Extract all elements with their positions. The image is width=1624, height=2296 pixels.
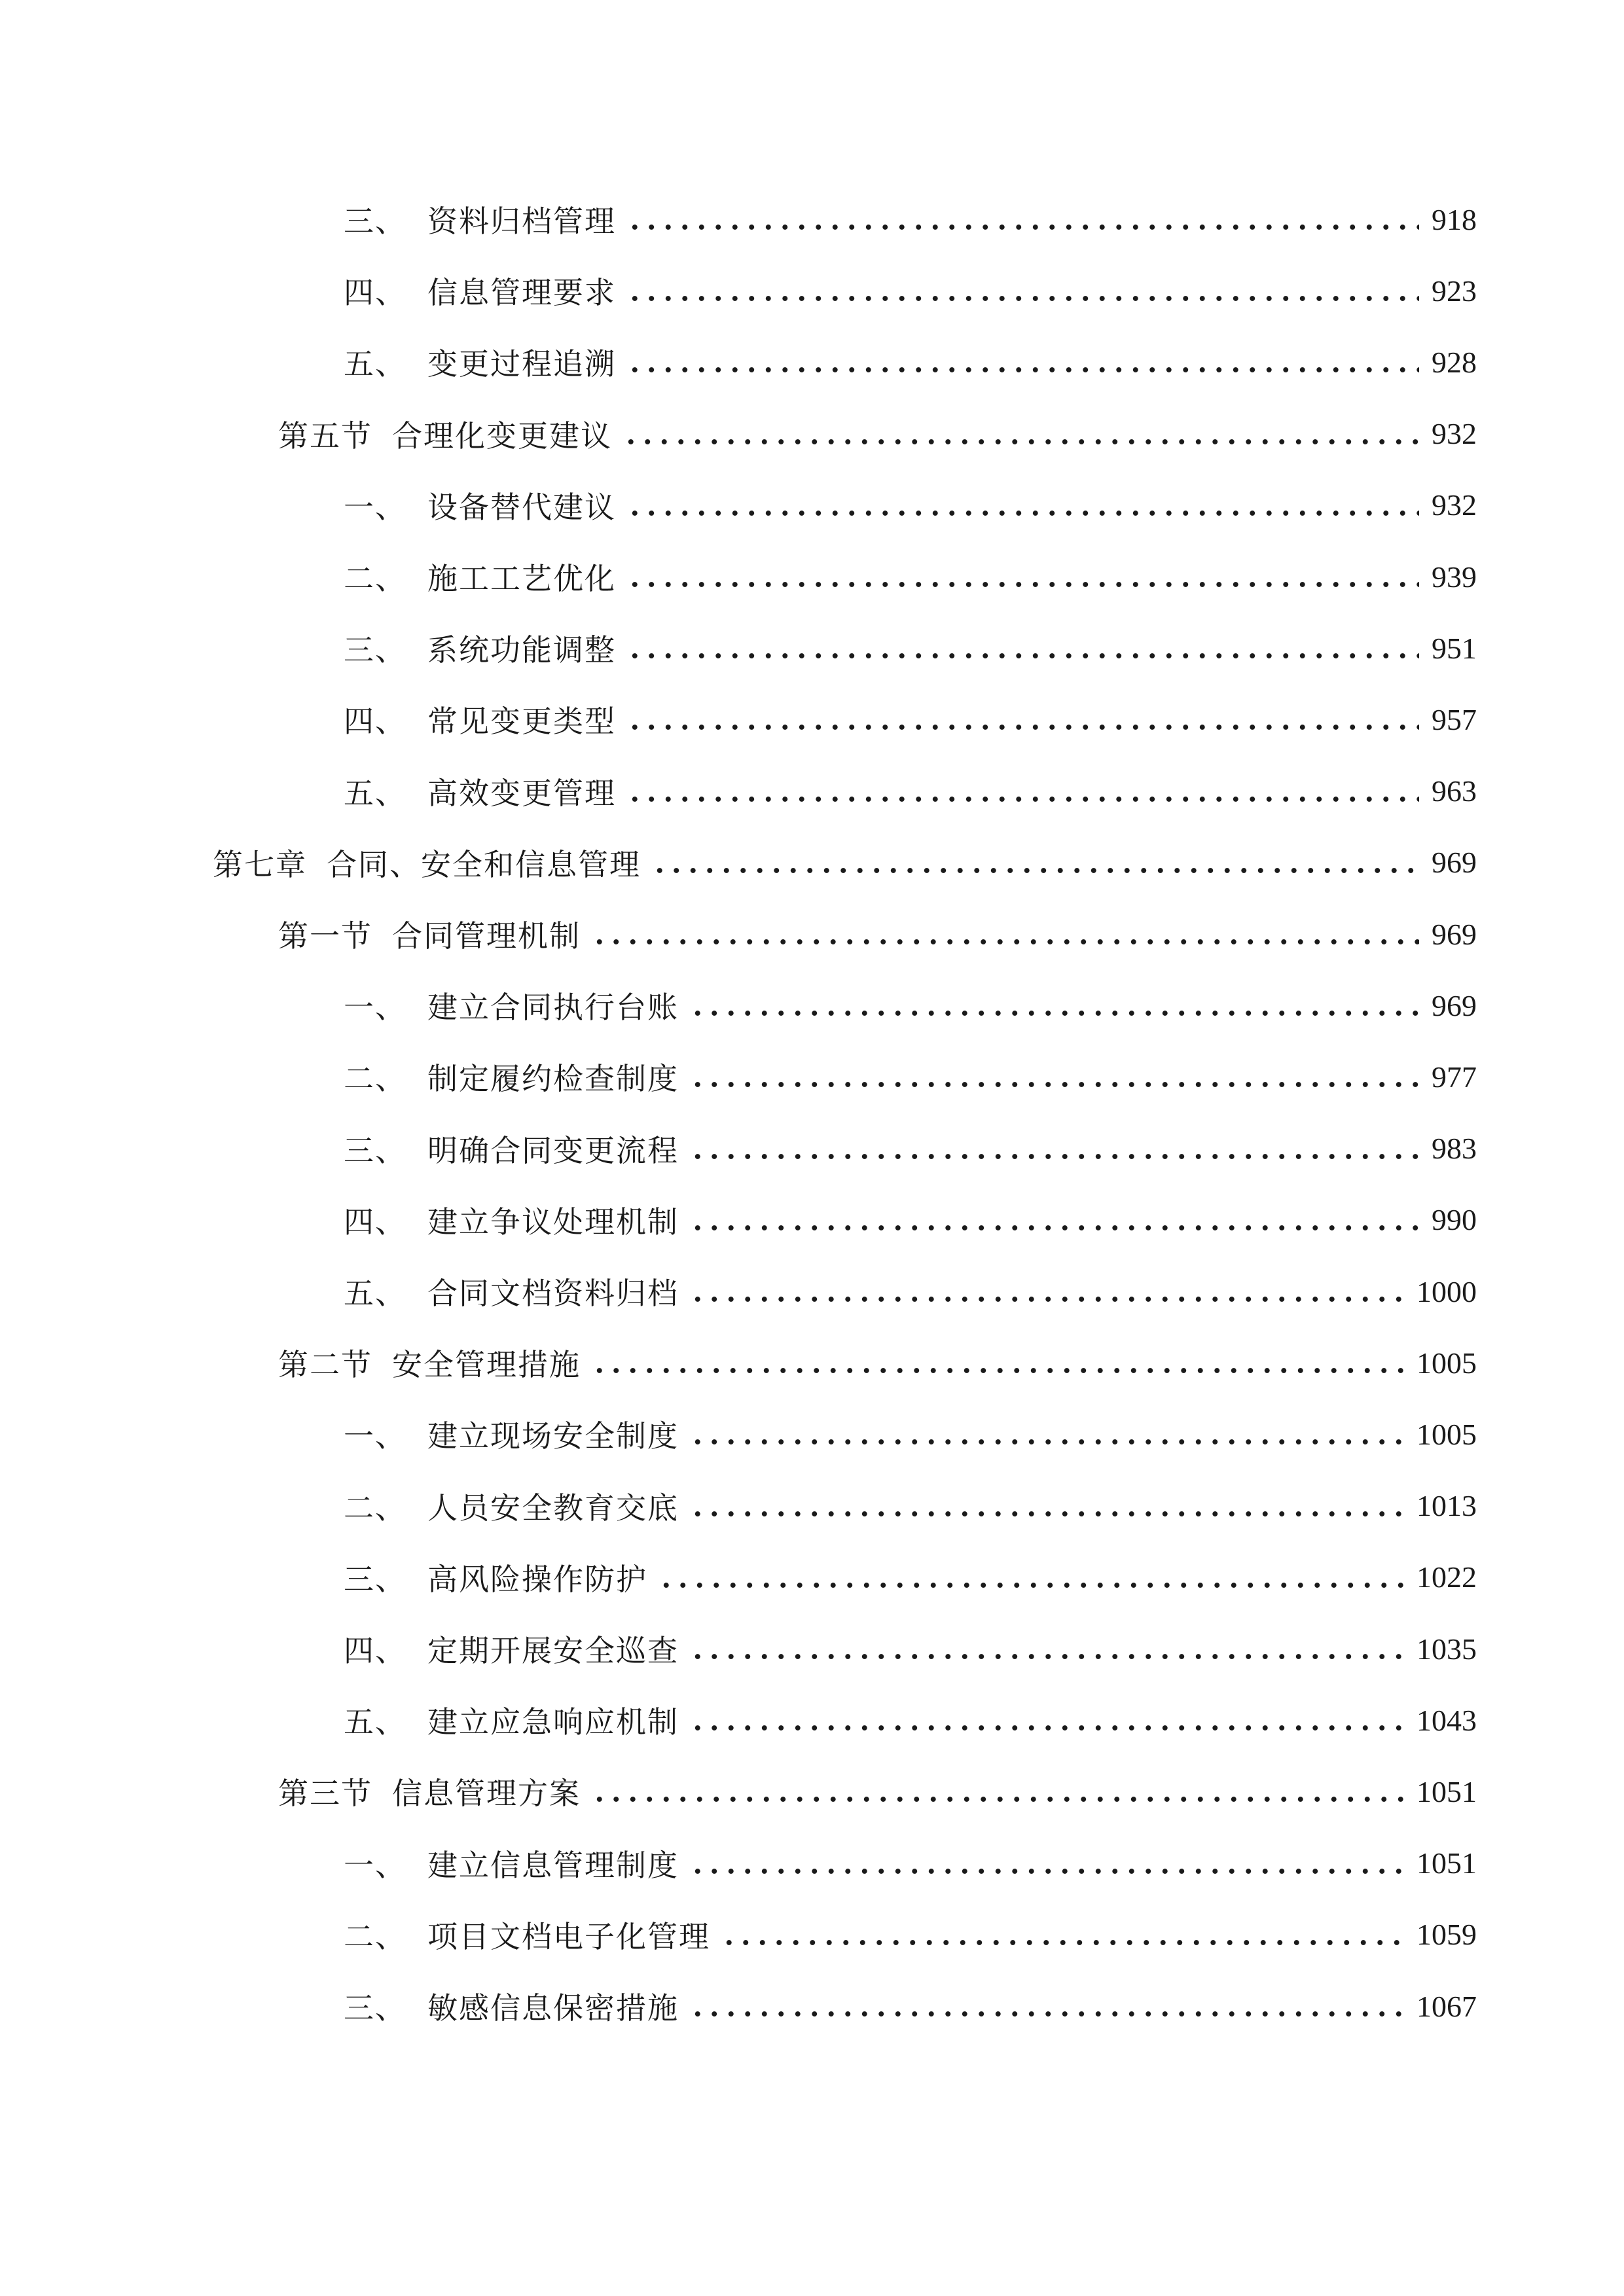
toc-entry-page-number: 969 (1432, 988, 1477, 1022)
toc-entry-page-number: 1043 (1416, 1703, 1477, 1737)
toc-entry[interactable] (0, 255, 1624, 327)
toc-entry-number: 二、 (344, 1061, 406, 1097)
toc-entry-number: 二、 (344, 561, 406, 596)
dot-leader (689, 1153, 1419, 1160)
toc-entry-label (344, 1913, 710, 1956)
toc-entry-number: 三、 (344, 1561, 406, 1597)
dot-leader (626, 367, 1419, 373)
toc-entry-number: 四、 (344, 275, 406, 311)
toc-entry-title: 变更过程追溯 (427, 346, 616, 382)
dot-leader (626, 581, 1419, 588)
toc-entry-title: 建立争议处理机制 (427, 1204, 679, 1240)
toc-entry[interactable] (0, 1970, 1624, 2042)
toc-entry-number: 二、 (344, 1490, 406, 1526)
toc-entry-number: 四、 (344, 704, 406, 740)
toc-entry[interactable] (0, 326, 1624, 398)
toc-entry[interactable] (0, 1541, 1624, 1613)
toc-entry-page-number: 1035 (1416, 1632, 1477, 1666)
dot-leader (689, 1081, 1419, 1088)
toc-entry-label (344, 1270, 679, 1313)
toc-entry-title: 合同管理机制 (392, 918, 581, 954)
toc-entry-number: 第五节 (278, 418, 372, 454)
dot-leader (651, 867, 1419, 874)
toc-entry-title: 合理化变更建议 (392, 418, 612, 454)
toc-entry-label (278, 412, 612, 456)
toc-entry[interactable] (0, 1184, 1624, 1256)
toc-entry-page-number: 939 (1432, 560, 1477, 594)
toc-entry-number: 三、 (344, 204, 406, 239)
toc-entry-number: 四、 (344, 1204, 406, 1240)
toc-entry-number: 一、 (344, 1418, 406, 1454)
toc-entry-label (344, 1412, 679, 1456)
toc-entry-page-number: 957 (1432, 702, 1477, 736)
toc-entry[interactable] (0, 1327, 1624, 1399)
toc-entry-number: 一、 (344, 489, 406, 525)
dot-leader (689, 1296, 1405, 1302)
dot-leader (626, 510, 1419, 516)
dot-leader (689, 1225, 1419, 1231)
toc-entry-page-number: 932 (1432, 417, 1477, 451)
toc-entry-page-number: 1005 (1416, 1346, 1477, 1380)
toc-entry[interactable] (0, 1398, 1624, 1470)
toc-entry-number: 五、 (344, 775, 406, 811)
toc-entry-page-number: 1051 (1416, 1774, 1477, 1808)
toc-entry-page-number: 990 (1432, 1203, 1477, 1237)
toc-entry[interactable] (0, 1613, 1624, 1685)
toc-entry-number: 第二节 (278, 1347, 372, 1383)
toc-entry-page-number: 928 (1432, 345, 1477, 379)
dot-leader (626, 295, 1419, 302)
toc-entry-page-number: 977 (1432, 1060, 1477, 1094)
toc-entry[interactable] (0, 1255, 1624, 1327)
toc-entry-number: 一、 (344, 990, 406, 1026)
toc-entry[interactable] (0, 469, 1624, 541)
toc-entry-page-number: 1059 (1416, 1918, 1477, 1952)
toc-entry-number: 四、 (344, 1633, 406, 1668)
toc-entry-number: 五、 (344, 1704, 406, 1740)
dot-leader (689, 1725, 1405, 1731)
toc-entry-title: 信息管理要求 (427, 275, 616, 311)
toc-entry-page-number: 1067 (1416, 1989, 1477, 2023)
dot-leader (689, 1439, 1405, 1445)
dot-leader (626, 724, 1419, 730)
toc-entry-number: 一、 (344, 1847, 406, 1883)
toc-entry-title: 明确合同变更流程 (427, 1132, 679, 1168)
dot-leader (626, 224, 1419, 230)
toc-entry[interactable] (0, 683, 1624, 755)
toc-entry-title: 项目文档电子化管理 (427, 1918, 710, 1954)
toc-entry[interactable] (0, 969, 1624, 1041)
toc-entry-label (344, 269, 616, 312)
toc-entry-title: 建立信息管理制度 (427, 1847, 679, 1883)
toc-entry-label (278, 1770, 581, 1813)
toc-entry-title: 建立现场安全制度 (427, 1418, 679, 1454)
toc-entry[interactable] (0, 1827, 1624, 1899)
toc-entry-title: 建立应急响应机制 (427, 1704, 679, 1740)
toc-entry-title: 安全管理措施 (392, 1347, 581, 1383)
toc-entry-label (344, 626, 616, 670)
dot-leader (591, 1367, 1405, 1374)
toc-entry-number: 三、 (344, 1990, 406, 2026)
toc-entry[interactable] (0, 1113, 1624, 1185)
dot-leader (591, 1796, 1405, 1803)
dot-leader (689, 1653, 1405, 1660)
toc-entry-title: 合同、安全和信息管理 (327, 846, 641, 882)
toc-entry-page-number: 923 (1432, 274, 1477, 308)
toc-entry-title: 人员安全教育交底 (427, 1490, 679, 1526)
toc-entry[interactable] (0, 1684, 1624, 1756)
toc-entry-number: 二、 (344, 1918, 406, 1954)
dot-leader (689, 1868, 1405, 1874)
toc-entry-page-number: 983 (1432, 1132, 1477, 1166)
toc-entry-label (344, 1484, 679, 1528)
toc-entry-title: 系统功能调整 (427, 632, 616, 668)
toc-entry-page-number: 1022 (1416, 1560, 1477, 1594)
toc-entry-title: 高风险操作防护 (427, 1561, 647, 1597)
toc-entry-label (344, 698, 616, 741)
toc-entry[interactable] (0, 398, 1624, 470)
toc-entry[interactable] (0, 1899, 1624, 1971)
toc-entry-label (344, 1556, 647, 1599)
toc-entry-page-number: 969 (1432, 917, 1477, 951)
toc-entry-page-number: 1000 (1416, 1274, 1477, 1308)
toc-entry-page-number: 969 (1432, 846, 1477, 880)
toc-entry[interactable] (0, 1470, 1624, 1542)
toc-entry-page-number: 963 (1432, 774, 1477, 808)
toc-entry-label (344, 984, 679, 1027)
toc-entry-label (344, 1198, 679, 1242)
toc-entry-label (344, 1984, 679, 2028)
toc-entry[interactable] (0, 183, 1624, 255)
toc-entry-page-number: 932 (1432, 488, 1477, 522)
toc-entry-label (344, 1055, 679, 1098)
toc-entry-label (278, 912, 581, 956)
toc-entry-label (213, 841, 641, 884)
toc-entry-title: 敏感信息保密措施 (427, 1990, 679, 2026)
toc-entry-label (344, 770, 616, 813)
toc-entry-title: 建立合同执行台账 (427, 990, 679, 1026)
toc-entry-label (344, 484, 616, 527)
dot-leader (626, 796, 1419, 802)
dot-leader (626, 653, 1419, 659)
toc-entry-label (344, 555, 616, 598)
toc-entry-page-number: 1051 (1416, 1846, 1477, 1880)
toc-entry-title: 合同文档资料归档 (427, 1276, 679, 1311)
dot-leader (689, 1010, 1419, 1016)
toc-entry-label (278, 1341, 581, 1384)
toc-entry-number: 第七章 (213, 846, 307, 882)
toc-entry-page-number: 1013 (1416, 1489, 1477, 1523)
toc-entry[interactable] (0, 898, 1624, 970)
toc-entry-page-number: 1005 (1416, 1417, 1477, 1451)
dot-leader (591, 939, 1419, 945)
toc-entry-title: 设备替代建议 (427, 489, 616, 525)
toc-entry[interactable] (0, 612, 1624, 684)
toc-entry-title: 定期开展安全巡查 (427, 1633, 679, 1668)
toc-entry-number: 五、 (344, 346, 406, 382)
toc-entry-number: 三、 (344, 1132, 406, 1168)
toc-entry-number: 五、 (344, 1276, 406, 1311)
toc-entry[interactable] (0, 827, 1624, 899)
toc-entry-label (344, 1127, 679, 1170)
toc-entry-number: 三、 (344, 632, 406, 668)
toc-entry-title: 资料归档管理 (427, 204, 616, 239)
dot-leader (689, 1511, 1405, 1517)
toc-entry-title: 高效变更管理 (427, 775, 616, 811)
toc-entry-title: 信息管理方案 (392, 1776, 581, 1812)
toc-entry-number: 第一节 (278, 918, 372, 954)
dot-leader (689, 2011, 1405, 2017)
toc-entry-label (344, 198, 616, 241)
dot-leader (658, 1582, 1405, 1588)
toc-entry-title: 常见变更类型 (427, 704, 616, 740)
toc-entry-title: 制定履约检查制度 (427, 1061, 679, 1097)
toc-entry-label (344, 340, 616, 384)
toc-entry-label (344, 1842, 679, 1885)
toc-entry-number: 第三节 (278, 1776, 372, 1812)
dot-leader (721, 1939, 1405, 1946)
toc-entry[interactable] (0, 1755, 1624, 1827)
toc-entry[interactable] (0, 755, 1624, 827)
toc-entry-page-number: 918 (1432, 202, 1477, 236)
toc-entry-title: 施工工艺优化 (427, 561, 616, 596)
toc-entry[interactable] (0, 1041, 1624, 1113)
toc-entry-page-number: 951 (1432, 631, 1477, 665)
dot-leader (623, 439, 1419, 445)
toc-entry-label (344, 1627, 679, 1670)
toc-entry[interactable] (0, 541, 1624, 613)
toc-entry-label (344, 1698, 679, 1742)
